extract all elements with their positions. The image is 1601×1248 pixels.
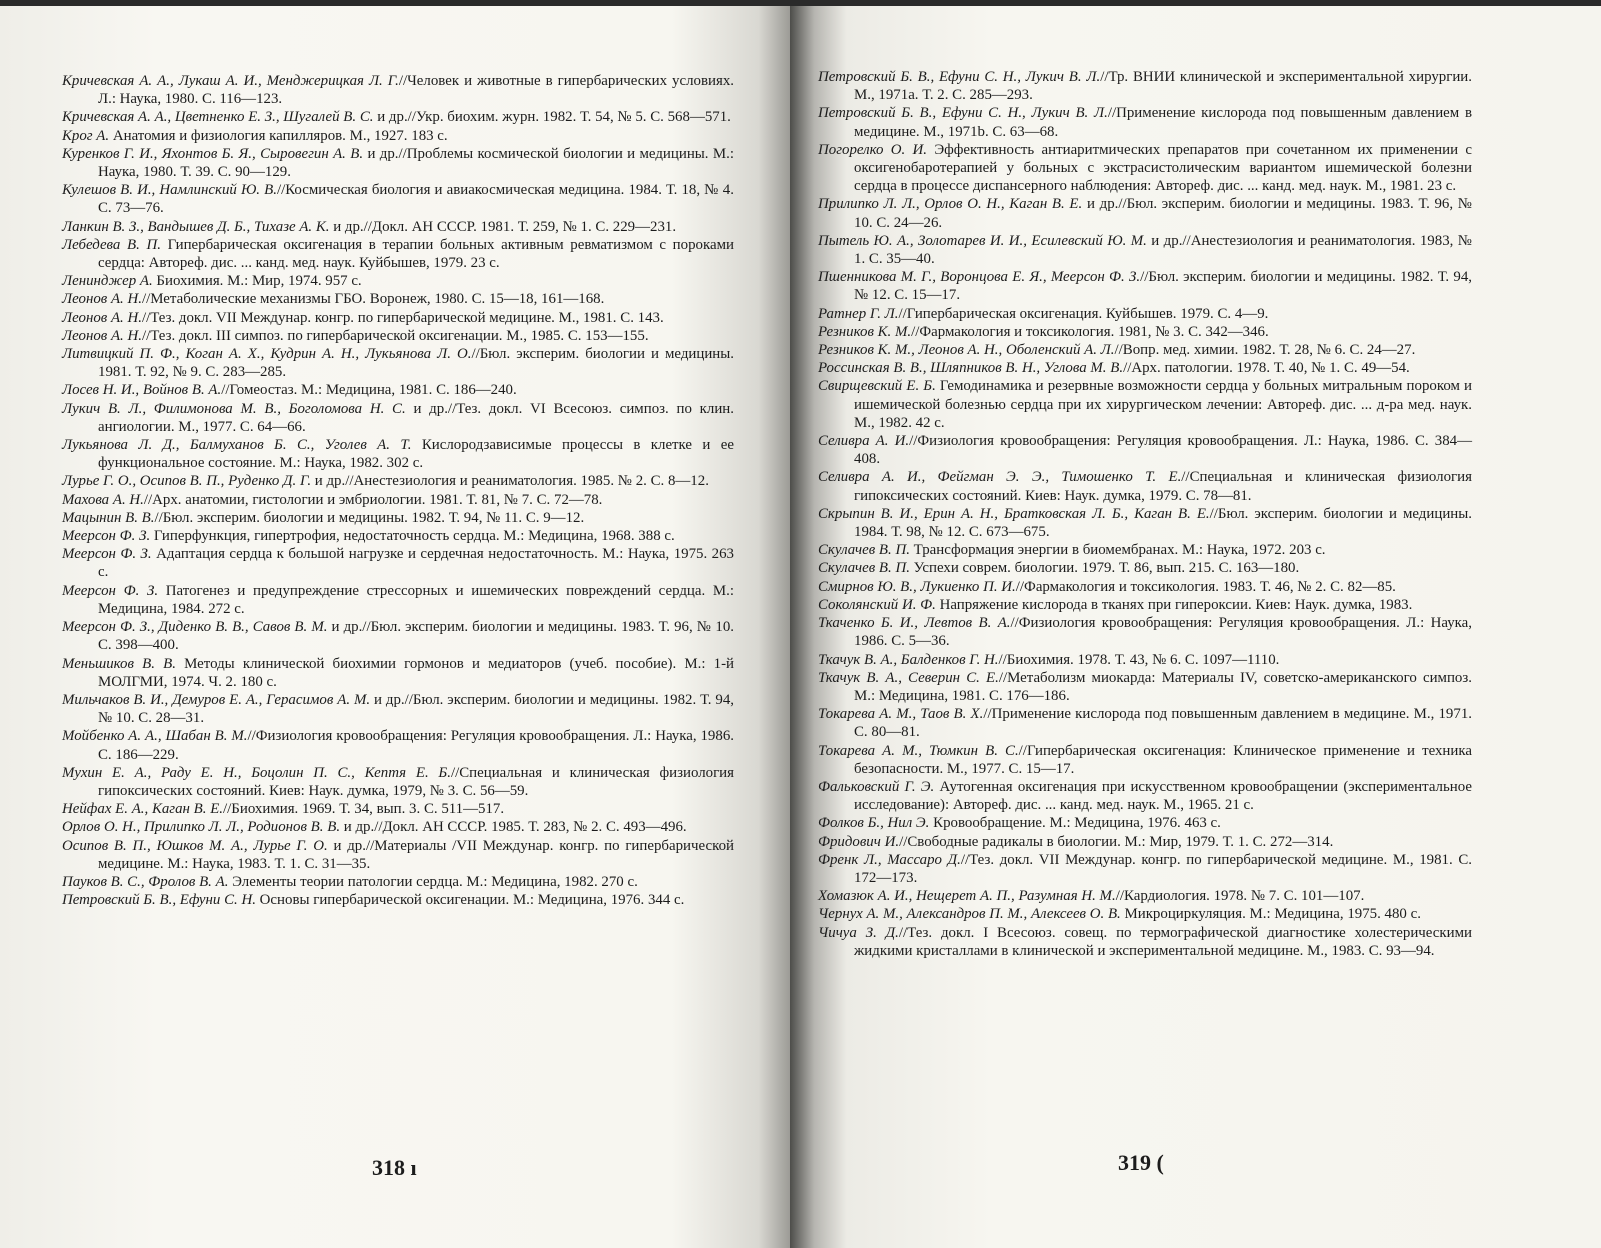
entry-authors: Фальковский Г. Э. (818, 778, 935, 795)
entry-text: и др.//Тез. докл. VI Всесоюз. симпоз. по клин. ангиологии. М., 1977. С. 64—66. (98, 400, 734, 435)
entry-text: Адаптация сердца к большой нагрузке и сердечная недостаточность. М.: Наука, 1975. 263 с. (98, 546, 734, 581)
entry-authors: Леонов А. Н. (62, 309, 142, 326)
entry-authors: Меерсон Ф. З. (62, 528, 151, 545)
bibliography-entry (818, 141, 1472, 196)
bibliography-entry (62, 891, 734, 909)
entry-authors: Крог А. (62, 127, 110, 144)
left-page-number: 318 ı (372, 1155, 417, 1180)
bibliography-entry (62, 837, 734, 873)
entry-text: и др.//Укр. биохим. журн. 1982. Т. 54, № 5. С. 568—571. (373, 109, 731, 126)
entry-authors: Селивра А. И., Фейгман Э. Э., Тимошенко Т. Е. (818, 469, 1182, 486)
bibliography-entry (62, 509, 734, 527)
entry-text: //Метаболизм миокарда: Материалы IV, советско-американского симпоз. М.: Медицина, 1981. С. 176—186. (854, 669, 1472, 704)
entry-authors: Осипов В. П., Юшков М. А., Лурье Г. О. (62, 837, 328, 854)
right-page-number: 319 ( (1118, 1150, 1164, 1175)
bibliography-entry (62, 127, 734, 145)
entry-authors: Меньшиков В. В. (62, 655, 176, 672)
entry-authors: Мойбенко А. А., Шабан В. М. (62, 728, 248, 745)
entry-authors: Пытель Ю. А., Золотарев И. И., Есилевский Ю. М. (818, 232, 1147, 249)
bibliography-entry (62, 873, 734, 891)
bibliography-entry (62, 72, 734, 108)
entry-authors: Меерсон Ф. З., Диденко В. В., Савов В. М. (62, 619, 328, 636)
entry-authors: Погорелко О. И. (818, 141, 928, 158)
entry-authors: Леонов А. Н. (62, 291, 142, 308)
entry-text: //Фармакология и токсикология. 1981, № 3. С. 342—346. (911, 323, 1269, 340)
entry-text: Аутогенная оксигенация при искусственном кровообращении (экспериментальное исследование): Автореф. дис. ... канд. мед. наук. М., 1965. 21 с. (854, 778, 1472, 814)
bibliography-entry (818, 851, 1472, 887)
entry-authors: Лукич В. Л., Филимонова М. В., Боголомова Н. С. (62, 400, 406, 417)
bibliography-entry (62, 618, 734, 654)
entry-text: //Бюл. эксперим. биологии и медицины. 1984. Т. 98, № 12. С. 673—675. (854, 505, 1472, 541)
entry-authors: Мильчаков В. И., Демуров Е. А., Герасимов А. М. (62, 691, 371, 708)
entry-text: //Специальная и клиническая физиология гипоксических состояний. Киев: Наук. думка, 1979. С. 78—81. (854, 469, 1472, 504)
bibliography-entry (62, 327, 734, 345)
bibliography-entry (818, 905, 1472, 923)
bibliography-entry (62, 290, 734, 308)
bibliography-entry (818, 432, 1472, 468)
entry-text: //Арх. анатомии, гистологии и эмбриологии. 1981. Т. 81, № 7. С. 72—78. (143, 491, 603, 508)
entry-text: Кровообращение. М.: Медицина, 1976. 463 с. (929, 815, 1221, 832)
entry-text: и др.//Материалы /VII Междунар. конгр. по гипербарической медицине. М.: Наука, 1983. Т. 1. С. 31—35. (98, 837, 734, 872)
entry-authors: Орлов О. Н., Прилипко Л. Л., Родионов В. В. (62, 819, 341, 836)
bibliography-entry (62, 236, 734, 272)
bibliography-entry (62, 691, 734, 727)
bibliography-entry (62, 764, 734, 800)
entry-text: и др.//Анестезиология и реаниматология. 1983, № 1. С. 35—40. (854, 232, 1472, 268)
entry-authors: Прилипко Л. Л., Орлов О. Н., Каган В. Е. (818, 196, 1083, 213)
entry-text: //Физиология кровообращения: Регуляция кровообращения. Л.: Наука, 1986. С. 5—36. (854, 615, 1472, 650)
bibliography-entry (818, 614, 1472, 650)
bibliography-entry (62, 527, 734, 545)
entry-authors: Ткаченко Б. И., Левтов В. А. (818, 615, 1011, 632)
entry-text: //Гипербарическая оксигенация. Куйбышев. 1979. С. 4—9. (898, 305, 1269, 322)
entry-authors: Мухин Е. А., Раду Е. Н., Боцолин П. С., Кептя Е. Б. (62, 764, 451, 781)
entry-text: //Тез. докл. III симпоз. по гипербарической оксигенации. М., 1985. С. 153—155. (141, 327, 649, 344)
entry-authors: Токарева А. М., Таов В. Х. (818, 706, 984, 723)
bibliography-entry (818, 924, 1472, 960)
bibliography-entry (818, 578, 1472, 596)
entry-text: //Физиология кровообращения: Регуляция кровообращения. Л.: Наука, 1986. С. 186—229. (98, 728, 734, 763)
entry-authors: Лукьянова Л. Д., Балмуханов Б. С., Уголев А. Т. (62, 437, 412, 454)
entry-text: //Применение кислорода под повышенным давлением в медицине. М., 1971. С. 80—81. (854, 706, 1472, 741)
entry-authors: Лосев Н. И., Войнов В. А. (62, 382, 222, 399)
entry-authors: Нейфах Е. А., Каган В. Е. (62, 801, 224, 818)
entry-text: //Кардиология. 1978. № 7. С. 101—107. (1115, 888, 1365, 905)
entry-authors: Токарева А. М., Тюмкин В. С. (818, 742, 1019, 759)
entry-text: //Гипербарическая оксигенация: Клиническое применение и техника безопасности. М., 1977. С. 15—17. (854, 742, 1472, 777)
left-bibliography-column (62, 72, 734, 909)
bibliography-entry (818, 341, 1472, 359)
entry-authors: Соколянский И. Ф. (818, 596, 936, 613)
entry-authors: Леонов А. Н. (62, 327, 142, 344)
entry-text: и др.//Анестезиология и реаниматология. 1985. № 2. С. 8—12. (311, 473, 709, 490)
entry-authors: Свирщевский Е. Б. (818, 378, 936, 395)
entry-authors: Пауков В. С., Фролов В. А. (62, 873, 229, 890)
entry-authors: Хомазюк А. И., Нещерет А. П., Разумная Н. М. (818, 888, 1116, 905)
entry-text: Успехи соврем. биологии. 1979. Т. 86, вып. 215. С. 163—180. (909, 560, 1300, 577)
entry-text: Гиперфункция, гипертрофия, недостаточность сердца. М.: Медицина, 1968. 388 с. (150, 528, 675, 545)
bibliography-entry (62, 218, 734, 236)
entry-text: //Метаболические механизмы ГБО. Воронеж, 1980. С. 15—18, 161—168. (141, 291, 605, 308)
entry-authors: Ткачук В. А., Северин С. Е. (818, 669, 999, 686)
entry-text: //Бюл. эксперим. биологии и медицины. 1982. Т. 94, № 12. С. 15—17. (854, 269, 1472, 304)
bibliography-entry (62, 381, 734, 399)
entry-authors: Ланкин В. З., Вандышев Д. Б., Тихазе А. К. (62, 218, 330, 235)
entry-authors: Литвицкий П. Ф., Коган А. Х., Кудрин А. Н., Лукьянова Л. О. (62, 346, 472, 363)
entry-text: //Фармакология и токсикология. 1983. Т. 46, № 2. С. 82—85. (1015, 578, 1396, 595)
entry-text: Гипербарическая оксигенация в терапии больных активным ревматизмом с пороками сердца: Автореф. дис. ... канд. мед. наук. Куйбышев, 1979. 23 с. (98, 236, 734, 272)
entry-text: Гемодинамика и резервные возможности сердца у больных митральным пороком и ишемической болезнью сердца при их хирургическом лечении: Автореф. дис. ... д-ра мед. наук. М., 1982. 42 с. (854, 378, 1472, 431)
bibliography-entry (818, 541, 1472, 559)
entry-authors: Резников К. М. (818, 323, 912, 340)
entry-authors: Петровский Б. В., Ефуни С. Н., Лукич В. Л. (818, 69, 1101, 85)
entry-authors: Фолков Б., Нил Э. (818, 815, 930, 832)
bibliography-entry (62, 800, 734, 818)
bibliography-entry (62, 181, 734, 217)
bibliography-entry (62, 582, 734, 618)
entry-authors: Куренков Г. И., Яхонтов Б. Я., Сыровегин А. В. (62, 145, 364, 162)
entry-authors: Лурье Г. О., Осипов В. П., Руденко Д. Г. (62, 473, 312, 490)
entry-authors: Ленинджер А. (62, 273, 153, 290)
bibliography-entry (818, 377, 1472, 432)
entry-text: //Тр. ВНИИ клинической и экспериментальной хирургии. М., 1971a. Т. 2. С. 285—293. (854, 69, 1472, 104)
entry-text: Анатомия и физиология капилляров. М., 1927. 183 с. (109, 127, 448, 144)
entry-text: Биохимия. М.: Мир, 1974. 957 с. (152, 273, 362, 290)
bibliography-entry (62, 272, 734, 290)
entry-text: и др.//Докл. АН СССР. 1981. Т. 259, № 1. С. 229—231. (329, 218, 677, 235)
entry-text: Микроциркуляция. М.: Медицина, 1975. 480 с. (1120, 906, 1421, 923)
bibliography-entry (62, 309, 734, 327)
entry-text: //Физиология кровообращения: Регуляция кровообращения. Л.: Наука, 1986. С. 384—408. (854, 433, 1472, 468)
entry-authors: Чичуа З. Д. (818, 924, 899, 941)
entry-authors: Меерсон Ф. З. (62, 582, 159, 599)
entry-authors: Лебедева В. П. (62, 236, 161, 253)
entry-authors: Махова А. Н. (62, 491, 144, 508)
entry-authors: Селивра А. И. (818, 433, 910, 450)
bibliography-entry (818, 705, 1472, 741)
bibliography-entry (818, 596, 1472, 614)
bibliography-entry (818, 104, 1472, 140)
bibliography-entry (62, 472, 734, 490)
bibliography-entry (62, 108, 734, 126)
entry-authors: Мацынин В. В. (62, 509, 155, 526)
bibliography-entry (818, 742, 1472, 778)
entry-text: Элементы теории патологии сердца. М.: Медицина, 1982. 270 с. (228, 873, 638, 890)
entry-text: //Специальная и клиническая физиология гипоксических состояний. Киев: Наук. думка, 1979, № 3. С. 56—59. (98, 764, 734, 799)
entry-authors: Петровский Б. В., Ефуни С. Н., Лукич В. Л. (818, 105, 1108, 122)
entry-text: //Вопр. мед. химии. 1982. Т. 28, № 6. С. 24—27. (1114, 342, 1416, 359)
entry-text: //Биохимия. 1969. Т. 34, вып. 3. С. 511—517. (223, 801, 505, 818)
entry-authors: Кричевская А. А., Цветненко Е. З., Шугалей В. С. (62, 109, 374, 126)
entry-text: //Человек и животные в гипербарических условиях. Л.: Наука, 1980. С. 116—123. (98, 73, 734, 108)
entry-authors: Фридович И. (818, 833, 900, 850)
entry-text: и др.//Бюл. эксперим. биологии и медицины. 1983. Т. 96, № 10. С. 398—400. (98, 619, 734, 654)
entry-authors: Скулачев В. П. (818, 542, 910, 559)
entry-authors: Ратнер Г. Л. (818, 305, 899, 322)
entry-text: //Гомеостаз. М.: Медицина, 1981. С. 186—240. (221, 382, 517, 399)
bibliography-entry (62, 345, 734, 381)
bibliography-entry (62, 727, 734, 763)
bibliography-entry (818, 651, 1472, 669)
entry-text: //Бюл. эксперим. биологии и медицины. 1981. Т. 92, № 9. С. 283—285. (98, 346, 734, 381)
entry-text: Кислородзависимые процессы в клетке и ее функциональное состояние. М.: Наука, 1982. 302 с. (98, 437, 734, 472)
bibliography-entry (62, 491, 734, 509)
entry-text: Эффективность антиаритмических препаратов при сочетанном их применении с оксигенобаротерапией у больных с экстрасистолическим вариантом ишемической болезни сердца в процессе диспансерного наблюдения: Автореф. дис. ... канд. мед. наук. М., 1981. 23 с. (854, 141, 1472, 195)
entry-text: //Арх. патологии. 1978. Т. 40, № 1. С. 49—54. (1123, 360, 1410, 377)
entry-text: //Свободные радикалы в биологии. М.: Мир, 1979. Т. 1. С. 272—314. (899, 833, 1334, 850)
entry-text: и др.//Проблемы космической биологии и медицины. М.: Наука, 1980. Т. 39. С. 90—129. (98, 145, 734, 181)
entry-authors: Френк Л., Массаро Д. (818, 851, 961, 868)
entry-authors: Ткачук В. А., Балденков Г. Н. (818, 651, 999, 668)
entry-authors: Меерсон Ф. З. (62, 546, 152, 563)
bibliography-entry (818, 669, 1472, 705)
bibliography-entry (62, 436, 734, 472)
entry-text: //Бюл. эксперим. биологии и медицины. 1982. Т. 94, № 11. С. 9—12. (154, 509, 585, 526)
bibliography-entry (818, 814, 1472, 832)
bibliography-entry (818, 268, 1472, 304)
entry-authors: Петровский Б. В., Ефуни С. Н. (62, 892, 256, 909)
entry-authors: Пшенникова М. Г., Воронцова Е. Я., Меерсон Ф. З. (818, 269, 1141, 286)
entry-text: и др.//Бюл. эксперим. биологии и медицины. 1983. Т. 96, № 10. С. 24—26. (854, 196, 1472, 231)
entry-text: //Применение кислорода под повышенным давлением в медицине. М., 1971b. С. 63—68. (854, 105, 1472, 140)
entry-text: //Тез. докл. VII Междунар. конгр. по гипербарической медицине. М., 1981. С. 172—173. (854, 851, 1472, 886)
bibliography-entry (818, 778, 1472, 814)
entry-authors: Кричевская А. А., Лукаш А. И., Менджерицкая Л. Г. (62, 73, 399, 89)
bibliography-entry (818, 887, 1472, 905)
bibliography-entry (62, 145, 734, 181)
bibliography-entry (818, 323, 1472, 341)
bibliography-entry (818, 195, 1472, 231)
entry-text: Напряжение кислорода в тканях при гипероксии. Киев: Наук. думка, 1983. (935, 596, 1413, 613)
entry-authors: Скулачев В. П. (818, 560, 910, 577)
entry-text: //Тез. докл. VII Междунар. конгр. по гипербарической медицине. М., 1981. С. 143. (141, 309, 664, 326)
bibliography-entry (818, 305, 1472, 323)
bibliography-entry (818, 559, 1472, 577)
entry-text: //Биохимия. 1978. Т. 43, № 6. С. 1097—1110. (998, 651, 1280, 668)
entry-text: //Космическая биология и авиакосмическая медицина. 1984. Т. 18, № 4. С. 73—76. (98, 182, 734, 217)
entry-authors: Чернух А. М., Александров П. М., Алексеев О. В. (818, 906, 1121, 923)
bibliography-entry (818, 833, 1472, 851)
entry-text: и др.//Бюл. эксперим. биологии и медицины. 1982. Т. 94, № 10. С. 28—31. (98, 691, 734, 727)
right-bibliography-column (818, 68, 1472, 960)
bibliography-entry (818, 232, 1472, 268)
bibliography-entry (818, 359, 1472, 377)
entry-authors: Россинская В. В., Шляпников В. Н., Углова М. В. (818, 360, 1124, 377)
entry-text: и др.//Докл. АН СССР. 1985. Т. 283, № 2. С. 493—496. (340, 819, 687, 836)
entry-text: Патогенез и предупреждение стрессорных и ишемических повреждений сердца. М.: Медицина, 1984. 272 с. (98, 582, 734, 617)
entry-text: Методы клинической биохимии гормонов и медиаторов (учеб. пособие). М.: 1-й МОЛГМИ, 1974. Ч. 2. 180 с. (98, 655, 735, 690)
entry-text: //Тез. докл. I Всесоюз. совещ. по термографической диагностике холестерическими жидкими кристаллами в клинической и экспериментальной медицине. М., 1983. С. 93—94. (854, 924, 1472, 959)
entry-authors: Кулешов В. И., Намлинский Ю. В. (62, 182, 277, 199)
bibliography-entry (62, 655, 734, 691)
bibliography-entry (818, 468, 1472, 504)
entry-text: Трансформация энергии в биомембранах. М.: Наука, 1972. 203 с. (909, 542, 1326, 559)
bibliography-entry (818, 68, 1472, 104)
bibliography-entry (818, 505, 1472, 541)
entry-authors: Резников К. М., Леонов А. Н., Оболенский А. Л. (818, 342, 1115, 359)
entry-authors: Скрыпин В. И., Ерин А. Н., Братковская Л. Б., Каган В. Е. (818, 505, 1210, 522)
entry-authors: Смирнов Ю. В., Лукиенко П. И. (818, 578, 1016, 595)
entry-text: Основы гипербарической оксигенации. М.: Медицина, 1976. 344 с. (255, 892, 685, 909)
bibliography-entry (62, 545, 734, 581)
bibliography-entry (62, 818, 734, 836)
bibliography-entry (62, 400, 734, 436)
